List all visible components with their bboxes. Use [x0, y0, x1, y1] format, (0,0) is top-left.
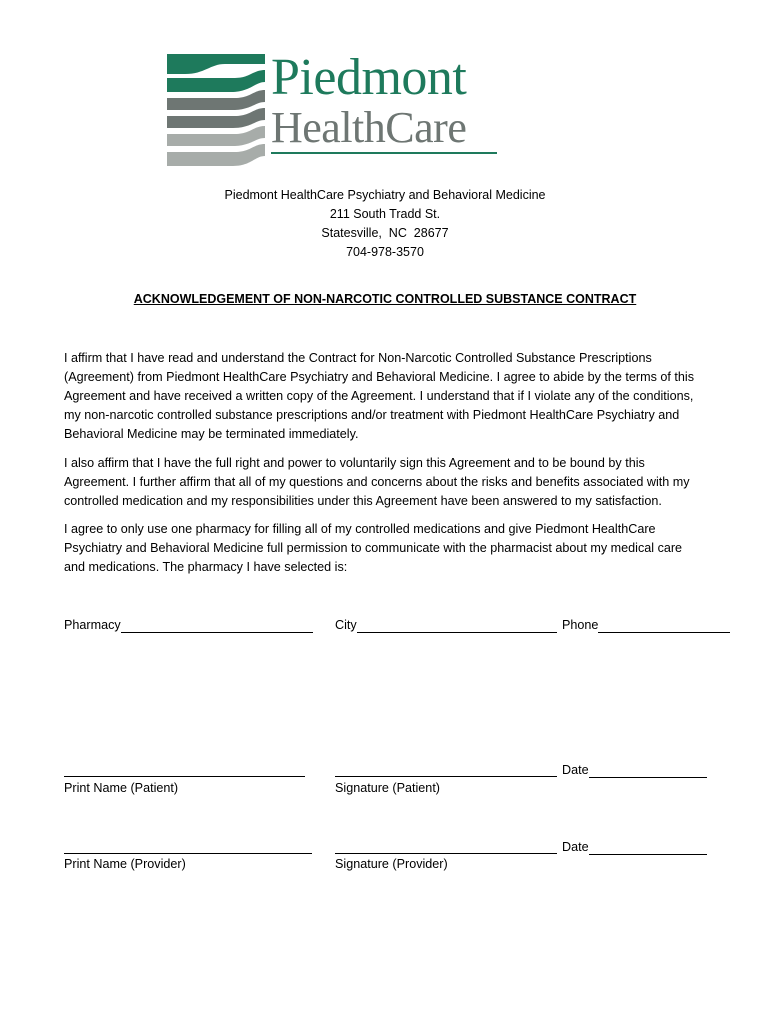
- city-state-zip: Statesville, NC 28677: [321, 226, 449, 240]
- paragraph-line: Behavioral Medicine may be terminated immediately.: [64, 427, 359, 441]
- provider-signature-label: Signature (Provider): [335, 857, 448, 871]
- paragraph-line: controlled medication and my responsibilities under this Agreement have been answered to my satisfaction.: [64, 494, 662, 508]
- provider-date-field: [562, 839, 707, 855]
- city-input[interactable]: [357, 619, 557, 633]
- pharmacy-paragraph: [64, 520, 714, 577]
- provider-signature-line[interactable]: [335, 853, 557, 854]
- patient-print-name-line[interactable]: [64, 776, 305, 777]
- clinic-phone: 704-978-3570: [346, 245, 424, 259]
- pharmacy-input[interactable]: [121, 619, 313, 633]
- patient-date-input[interactable]: [589, 764, 707, 778]
- pharmacy-label: Pharmacy: [64, 618, 121, 632]
- phone-label: Phone: [562, 618, 599, 632]
- paragraph-line: I affirm that I have read and understand the Contract for Non-Narcotic Controlled Substance Prescriptions: [64, 351, 652, 365]
- provider-print-name-label: Print Name (Provider): [64, 857, 186, 871]
- logo-wordmark-healthcare: HealthCare: [271, 103, 467, 152]
- phone-input[interactable]: [598, 619, 730, 633]
- pharmacy-field: [64, 617, 313, 633]
- clinic-name: Piedmont HealthCare Psychiatry and Behavioral Medicine: [224, 188, 546, 202]
- paragraph-line: I also affirm that I have the full right and power to voluntarily sign this Agreement and to be bound by this: [64, 456, 645, 470]
- street-address: 211 South Tradd St.: [329, 207, 441, 221]
- patient-print-name-label: Print Name (Patient): [64, 781, 179, 795]
- logo-wordmark-piedmont: Piedmont: [271, 49, 467, 106]
- city-label: City: [335, 618, 357, 632]
- affirmation-paragraph-1: [64, 349, 714, 444]
- paragraph-line: Agreement and have received a written copy of the Agreement. I understand that if I violate any of the conditions,: [64, 389, 694, 403]
- clinic-address-block: [0, 186, 770, 262]
- paragraph-line: (Agreement) from Piedmont HealthCare Psychiatry and Behavioral Medicine. I agree to abide by the terms of this: [64, 370, 694, 384]
- logo-stripes-icon: [165, 48, 265, 173]
- provider-date-input[interactable]: [589, 841, 707, 855]
- paragraph-line: Psychiatry and Behavioral Medicine full permission to communicate with the pharmacist about my medical care: [64, 541, 683, 555]
- piedmont-healthcare-logo: [165, 48, 525, 173]
- patient-signature-line[interactable]: [335, 776, 557, 777]
- paragraph-line: my non-narcotic controlled substance prescriptions and/or treatment with Piedmont HealthCare Psychiatry and: [64, 408, 680, 422]
- document-title: ACKNOWLEDGEMENT OF NON-NARCOTIC CONTROLLED SUBSTANCE CONTRACT: [133, 292, 637, 306]
- city-field: [335, 617, 557, 633]
- paragraph-line: I agree to only use one pharmacy for filling all of my controlled medications and give Piedmont HealthCare: [64, 522, 656, 536]
- date-label: Date: [562, 840, 589, 854]
- phone-field: [562, 617, 730, 633]
- affirmation-paragraph-2: [64, 454, 714, 511]
- logo-underline: [271, 152, 497, 154]
- date-label: Date: [562, 763, 589, 777]
- patient-date-field: [562, 762, 707, 778]
- provider-print-name-line[interactable]: [64, 853, 312, 854]
- paragraph-line: Agreement. I further affirm that all of my questions and concerns about the risks and benefits associated with my: [64, 475, 690, 489]
- paragraph-line: and medications. The pharmacy I have selected is:: [64, 560, 348, 574]
- patient-signature-label: Signature (Patient): [335, 781, 441, 795]
